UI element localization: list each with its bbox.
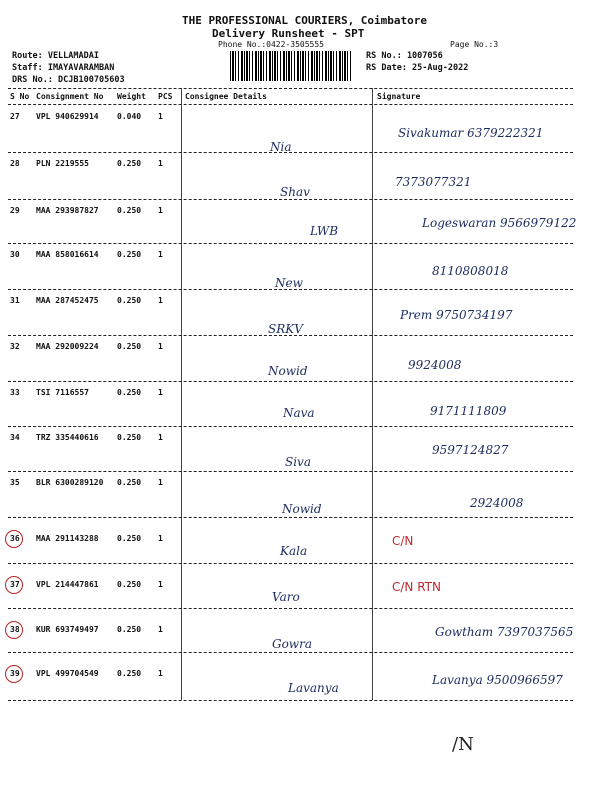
row-signature: 9597124827 [432,443,509,457]
col-consignment: Consignment No [36,92,104,101]
row-sno: 30 [10,250,20,259]
row-sno: 32 [10,342,20,351]
row-consignee-handwriting: Shav [280,185,310,199]
row-pcs: 1 [158,580,163,589]
barcode-image [230,51,352,81]
row-pcs: 1 [158,206,163,215]
row-signature: 9924008 [408,358,462,372]
row-consignee-handwriting: Nava [283,406,315,420]
row-separator [8,652,573,653]
row-separator [8,700,573,701]
rs-date: RS Date: 25-Aug-2022 [366,63,469,73]
row-weight: 0.040 [117,112,142,121]
row-consignee-handwriting: Nowid [268,364,308,378]
footer-handwritten-mark: /N [452,734,474,755]
row-signature: C/N RTN [392,580,441,594]
row-separator [8,426,573,427]
row-pcs: 1 [158,433,163,442]
row-sno: 35 [10,478,20,487]
row-pcs: 1 [158,342,163,351]
col-weight: Weight [117,92,146,101]
row-sno: 27 [10,112,20,121]
row-sno: 39 [10,669,20,678]
row-consignment-no: MAA 292009224 [36,342,99,351]
header-top-rule [8,88,573,89]
row-separator [8,289,573,290]
row-sno: 28 [10,159,20,168]
row-pcs: 1 [158,625,163,634]
row-consignee-handwriting: LWB [310,224,339,238]
row-pcs: 1 [158,250,163,259]
row-weight: 0.250 [117,250,142,259]
row-separator [8,471,573,472]
row-consignment-no: VPL 499704549 [36,669,99,678]
runsheet-subtitle: Delivery Runsheet - SPT [212,27,365,40]
col-signature: Signature [377,92,421,101]
row-separator [8,563,573,564]
row-pcs: 1 [158,159,163,168]
row-consignee-handwriting: Lavanya [288,681,339,695]
row-consignment-no: TSI 7116557 [36,388,89,397]
col-pcs: PCS [158,92,173,101]
row-sno: 37 [10,580,20,589]
row-signature: C/N [392,534,414,548]
row-signature: Lavanya 9500966597 [432,673,563,687]
row-consignment-no: PLN 2219555 [36,159,89,168]
row-pcs: 1 [158,669,163,678]
col-sno: S No [10,92,30,101]
row-consignment-no: VPL 214447861 [36,580,99,589]
row-weight: 0.250 [117,478,142,487]
header-bottom-rule [8,104,573,105]
route-label: Route: VELLAMADAI [12,51,99,61]
row-signature: 2924008 [470,496,524,510]
row-consignee-handwriting: Nia [270,140,292,154]
page-number: Page No.:3 [450,40,499,49]
row-separator [8,517,573,518]
row-signature: 8110808018 [432,264,509,278]
row-separator [8,335,573,336]
row-consignee-handwriting: Varo [272,590,300,604]
row-separator [8,152,573,153]
row-pcs: 1 [158,388,163,397]
row-sno: 38 [10,625,20,634]
row-consignee-handwriting: Siva [285,455,311,469]
row-sno: 33 [10,388,20,397]
row-consignee-handwriting: Kala [280,544,308,558]
row-consignment-no: MAA 287452475 [36,296,99,305]
staff-label: Staff: IMAYAVARAMBAN [12,63,115,73]
row-consignment-no: VPL 940629914 [36,112,99,121]
company-title: THE PROFESSIONAL COURIERS, Coimbatore [182,14,428,27]
row-signature: Prem 9750734197 [400,308,513,322]
row-consignee-handwriting: Nowid [282,502,322,516]
row-separator [8,608,573,609]
row-weight: 0.250 [117,388,142,397]
row-signature: Logeswaran 9566979122 [422,216,577,230]
row-weight: 0.250 [117,159,142,168]
row-separator [8,381,573,382]
row-separator [8,243,573,244]
row-weight: 0.250 [117,669,142,678]
row-weight: 0.250 [117,625,142,634]
row-consignee-handwriting: New [275,276,303,290]
row-weight: 0.250 [117,206,142,215]
row-consignee-handwriting: Gowra [272,637,312,651]
row-consignment-no: MAA 293987827 [36,206,99,215]
row-weight: 0.250 [117,433,142,442]
row-sno: 34 [10,433,20,442]
row-weight: 0.250 [117,580,142,589]
row-consignment-no: MAA 291143288 [36,534,99,543]
row-pcs: 1 [158,478,163,487]
row-pcs: 1 [158,534,163,543]
phone-number: Phone No.:0422-3505555 [218,40,324,49]
row-consignment-no: KUR 693749497 [36,625,99,634]
row-pcs: 1 [158,296,163,305]
row-pcs: 1 [158,112,163,121]
rs-number: RS No.: 1007056 [366,51,443,61]
row-signature: Gowtham 7397037565 [435,625,574,639]
row-signature: 7373077321 [395,175,472,189]
row-separator [8,199,573,200]
row-consignment-no: TRZ 335440616 [36,433,99,442]
row-consignment-no: BLR 6300289120 [36,478,104,487]
row-weight: 0.250 [117,342,142,351]
col-consignee: Consignee Details [185,92,267,101]
drs-number: DRS No.: DCJB100705603 [12,75,125,85]
row-consignment-no: MAA 858016614 [36,250,99,259]
row-weight: 0.250 [117,534,142,543]
row-consignee-handwriting: SRKV [268,322,303,336]
row-sno: 36 [10,534,20,543]
row-sno: 29 [10,206,20,215]
row-signature: Sivakumar 6379222321 [398,126,544,140]
row-weight: 0.250 [117,296,142,305]
row-signature: 9171111809 [430,404,507,418]
row-sno: 31 [10,296,20,305]
